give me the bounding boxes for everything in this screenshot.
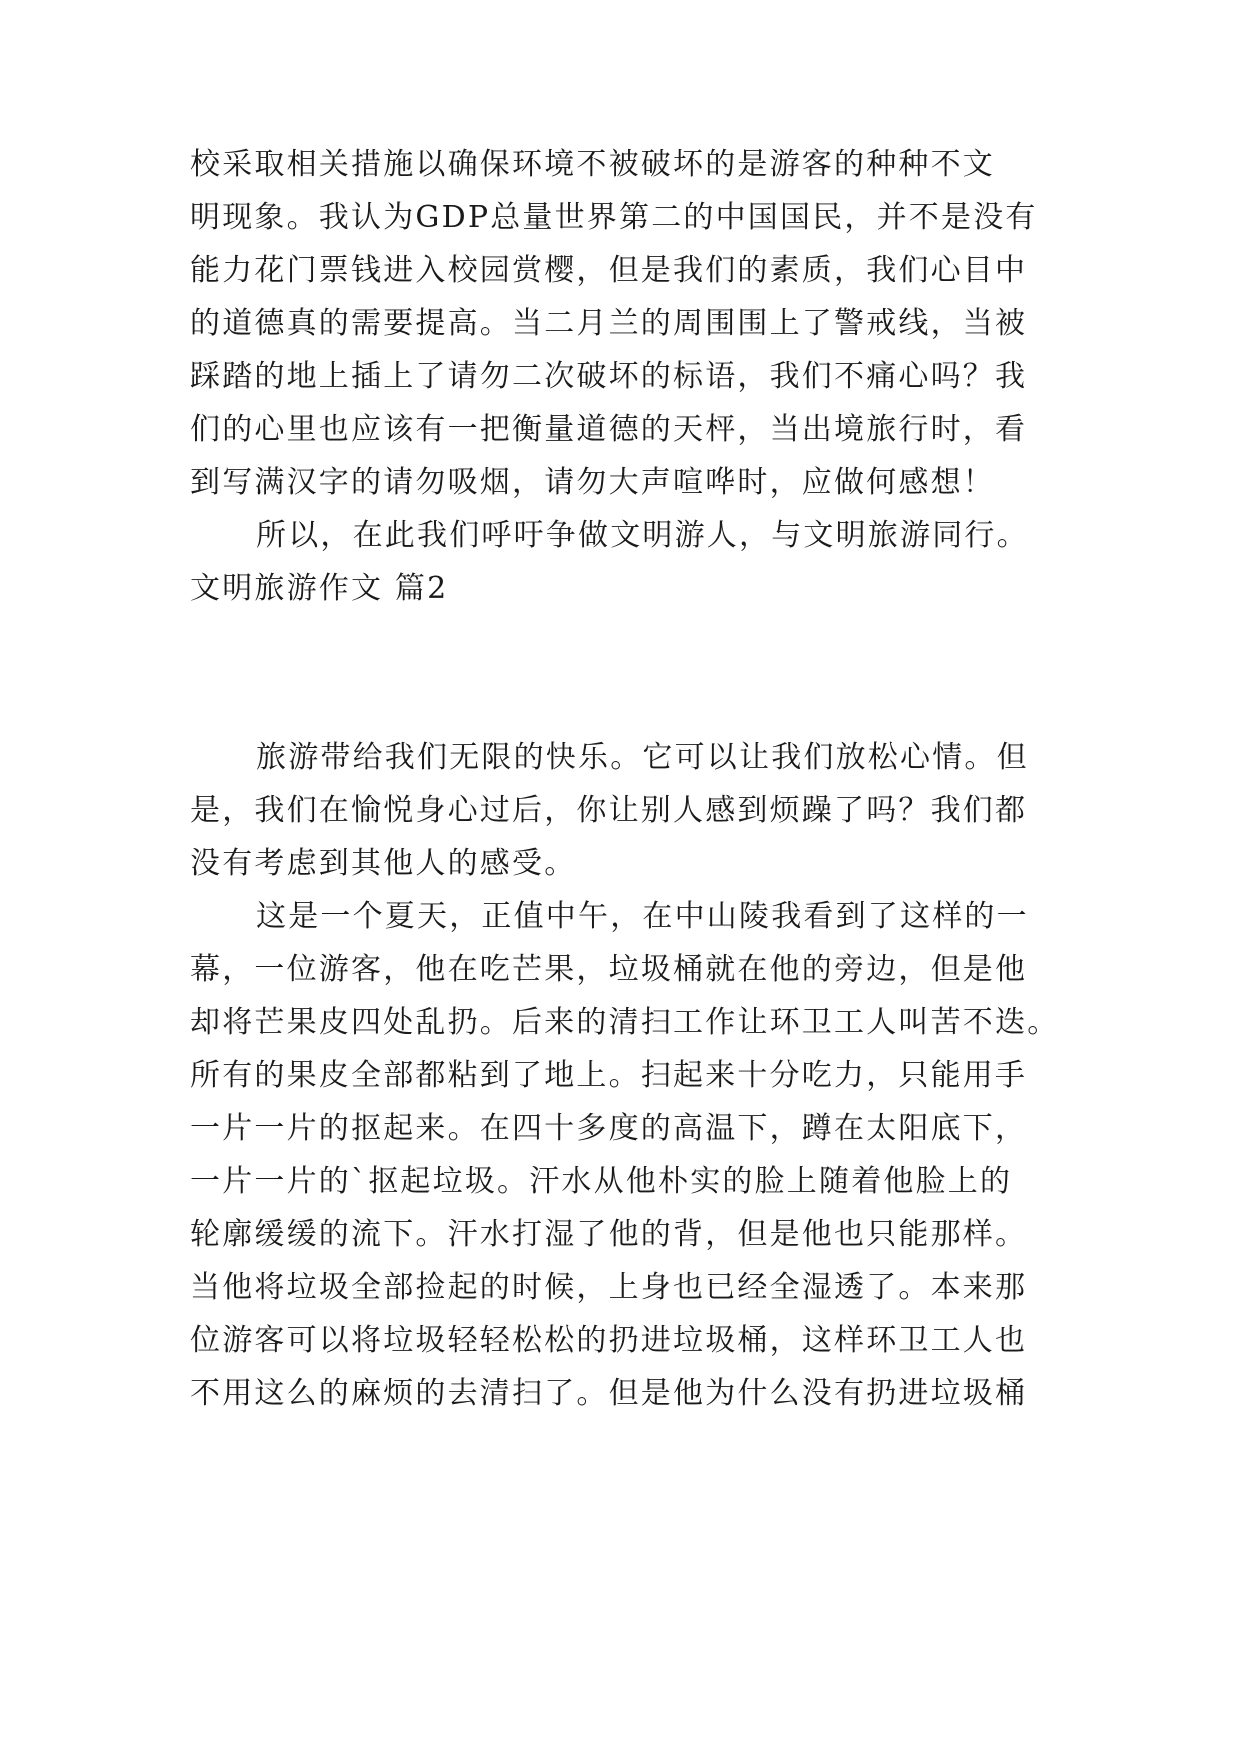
paragraph-line: 能力花门票钱进入校园赏樱，但是我们的素质，我们心目中 <box>190 253 1028 288</box>
paragraph-line: 幕，一位游客，他在吃芒果，垃圾桶就在他的旁边，但是他 <box>190 952 1028 987</box>
paragraph-line: 一片一片的`抠起垃圾。汗水从他朴实的脸上随着他脸上的 <box>190 1164 1013 1199</box>
paragraph-line: 到写满汉字的请勿吸烟，请勿大声喧哗时，应做何感想！ <box>190 465 995 500</box>
paragraph-line: 这是一个夏天，正值中午，在中山陵我看到了这样的一 <box>256 899 1029 934</box>
paragraph-line: 一片一片的抠起来。在四十多度的高温下，蹲在太阳底下， <box>190 1111 1028 1146</box>
paragraph-line: 当他将垃圾全部捡起的时候，上身也已经全湿透了。本来那 <box>190 1270 1028 1305</box>
paragraph-line: 踩踏的地上插上了请勿二次破坏的标语，我们不痛心吗？我 <box>190 359 1028 394</box>
paragraph-line: 校采取相关措施以确保环境不被破坏的是游客的种种不文 <box>190 147 995 182</box>
paragraph-line: 却将芒果皮四处乱扔。后来的清扫工作让环卫工人叫苦不迭。 <box>190 1005 1060 1040</box>
paragraph-line: 是，我们在愉悦身心过后，你让别人感到烦躁了吗？我们都 <box>190 793 1028 828</box>
paragraph-line: 没有考虑到其他人的感受。 <box>190 846 577 881</box>
paragraph-line: 们的心里也应该有一把衡量道德的天枰，当出境旅行时，看 <box>190 412 1028 447</box>
paragraph-line: 所有的果皮全部都粘到了地上。扫起来十分吃力，只能用手 <box>190 1058 1028 1093</box>
paragraph-line: 位游客可以将垃圾轻轻松松的扔进垃圾桶，这样环卫工人也 <box>190 1323 1028 1358</box>
paragraph-line: 不用这么的麻烦的去清扫了。但是他为什么没有扔进垃圾桶 <box>190 1376 1028 1411</box>
paragraph-line: 轮廓缓缓的流下。汗水打湿了他的背，但是他也只能那样。 <box>190 1217 1028 1252</box>
paragraph-line: 旅游带给我们无限的快乐。它可以让我们放松心情。但 <box>256 740 1029 775</box>
section-heading: 文明旅游作文 篇2 <box>190 571 449 606</box>
paragraph-line: 明现象。我认为GDP总量世界第二的中国国民，并不是没有 <box>190 200 1038 235</box>
paragraph-line: 的道德真的需要提高。当二月兰的周围围上了警戒线，当被 <box>190 306 1028 341</box>
paragraph-line: 所以，在此我们呼吁争做文明游人，与文明旅游同行。 <box>256 518 1029 553</box>
